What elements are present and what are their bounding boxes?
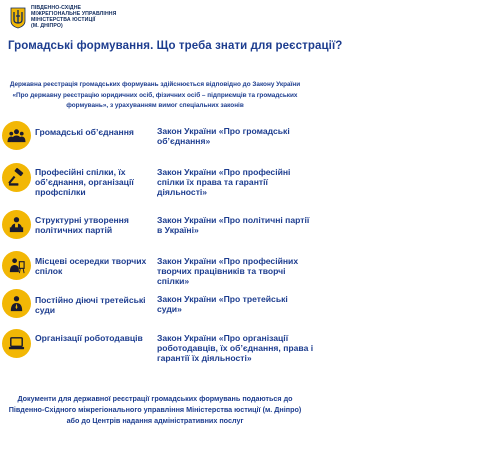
formation-type: Організації роботодавців xyxy=(35,333,143,343)
formation-type: Структурні утворення політичних партій xyxy=(35,215,129,235)
law-reference: Закон України «Про третейські суди» xyxy=(157,294,288,314)
org-name-line: МІНІСТЕРСТВА ЮСТИЦІЇ xyxy=(31,17,96,23)
formation-type: Місцеві осередки творчих спілок xyxy=(35,256,147,276)
org-name-line: МІЖРЕГІОНАЛЬНЕ УПРАВЛІННЯ xyxy=(31,11,117,18)
page-title: Громадські формування. Що треба знати для реєстрації? xyxy=(8,40,343,52)
formation-type: Громадські об’єднання xyxy=(35,127,134,137)
judge-icon xyxy=(2,289,31,318)
law-reference: Закон України «Про політичні партії в Україні» xyxy=(157,215,310,235)
org-name-line: ПІВДЕННО-СХІДНЕ xyxy=(31,5,82,12)
law-reference: Закон України «Про громадські об’єднання» xyxy=(157,126,290,146)
gavel-icon xyxy=(2,163,31,192)
formation-type: Постійно діючі третейські суди xyxy=(35,295,146,315)
people-group-icon xyxy=(2,121,31,150)
law-reference: Закон України «Про професійні спілки їх права та гарантії діяльності» xyxy=(157,167,291,197)
intro-text: Державна реєстрація громадських формувань здійснюється відповідно до Закону України «Про державну реєстрацію юридичних осіб, фізичних осіб – підприємців та громадських формувань», з урахуванням вимог спеціальних законів xyxy=(9,81,301,109)
speaker-icon xyxy=(2,210,31,239)
org-name-line: (М. ДНІПРО) xyxy=(31,22,63,29)
footer-note: Документи для державної реєстрації громадських формувань подаються до Південно-Східного міжрегіонального управління Міністерства юстиції (м. Дніпро) або до Центрів надання адміністративних послуг xyxy=(8,394,302,425)
artist-palette-icon xyxy=(2,251,31,280)
formation-type: Професійні спілки, їх об’єднання, організації профспілки xyxy=(35,167,134,197)
law-reference: Закон України «Про професійних творчих працівників та творчі спілки» xyxy=(157,256,299,286)
law-reference: Закон України «Про організації роботодавців, їх об’єднання, права і гарантії їх діяльності» xyxy=(157,333,314,363)
laptop-icon xyxy=(2,329,31,358)
